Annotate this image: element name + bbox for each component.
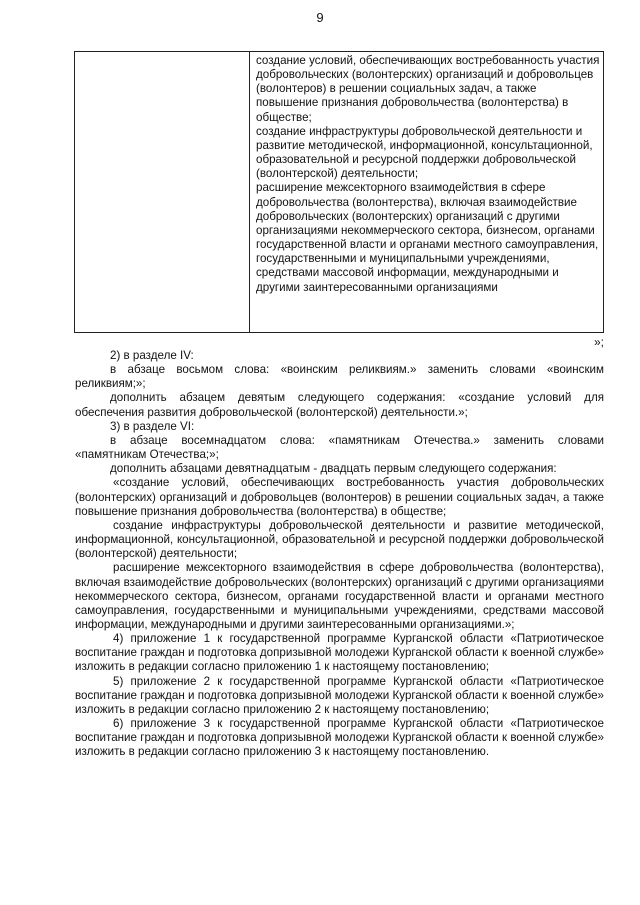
paragraph: 4) приложение 1 к государственной программе Курганской области «Патриотическое воспитание граждан и подготовка допризывной молодежи Курганской области к военной службе» изложить в редакции согласно приложению 1 к настоящему постановлению; <box>75 632 604 674</box>
table-column-divider <box>249 52 250 332</box>
closing-quote: »; <box>593 335 604 349</box>
table-right-cell <box>256 54 601 295</box>
paragraph: 6) приложение 3 к государственной программе Курганской области «Патриотическое воспитание граждан и подготовка допризывной молодежи Курганской области к военной службе» изложить в редакции согласно приложению 3 к настоящему постановлению. <box>75 717 604 759</box>
paragraph: 3) в разделе VI: <box>110 419 195 433</box>
amendments-text <box>75 349 604 760</box>
paragraph: в абзаце восемнадцатом слова: «памятникам Отечества.» заменить словами «памятникам Отечества;»; <box>75 433 604 462</box>
paragraph: дополнить абзацем девятым следующего содержания: «создание условий для обеспечения развития добровольческой (волонтерской) деятельности.»; <box>75 391 604 419</box>
table-cell-item: создание инфраструктуры добровольческой деятельности и развитие методической, информационной, консультационной, образовательной и ресурсной поддержки добровольческой (волонтерской) деятельности; <box>256 124 593 181</box>
program-table <box>74 51 604 333</box>
paragraph: расширение межсекторного взаимодействия в сфере добровольчества (волонтерства), включая взаимодействие добровольческих (волонтерских) организаций с другими организациями некоммерческого сектора, бизнесом, органами государственной власти и органами местного самоуправления, государственными и муниципальными учреждениями, средствами массовой информации, международными и другими заинтересованными организациями.»; <box>75 561 604 631</box>
paragraph: дополнить абзацами девятнадцатым - двадцать первым следующего содержания: <box>110 462 557 476</box>
paragraph: «создание условий, обеспечивающих востребованность участия добровольческих (волонтерских) организаций и добровольцев (волонтеров) в решении социальных задач, а также повышение признания добровольчества (волонтерства) в обществе; <box>75 476 604 518</box>
paragraph: создание инфраструктуры добровольческой деятельности и развитие методической, информационной, консультационной, образовательной и ресурсной поддержки добровольческой (волонтерской) деятельности; <box>75 518 604 561</box>
page-number: 9 <box>316 10 324 25</box>
paragraph: 5) приложение 2 к государственной программе Курганской области «Патриотическое воспитание граждан и подготовка допризывной молодежи Курганской области к военной службе» изложить в редакции согласно приложению 2 к настоящему постановлению; <box>75 674 604 716</box>
table-cell-item: создание условий, обеспечивающих востребованность участия добровольческих (волонтерских) организаций и добровольцев (волонтеров) в решении социальных задач, а также повышение признания добровольчества (волонтерства) в обществе; <box>256 54 600 124</box>
paragraph: 2) в разделе IV: <box>110 349 194 362</box>
paragraph: в абзаце восьмом слова: «воинским реликвиям.» заменить словами «воинским реликвиям;»; <box>75 363 604 391</box>
table-cell-item: расширение межсекторного взаимодействия в сфере добровольчества (волонтерства), включая взаимодействие добровольческих (волонтерских) организаций с другими организациями некоммерческого сектора, бизнесом, органами государственной власти и органами местного самоуправления, государственными и муниципальными учреждениями, средствами массовой информации, международными и другими заинтересованными организациями <box>256 181 599 294</box>
